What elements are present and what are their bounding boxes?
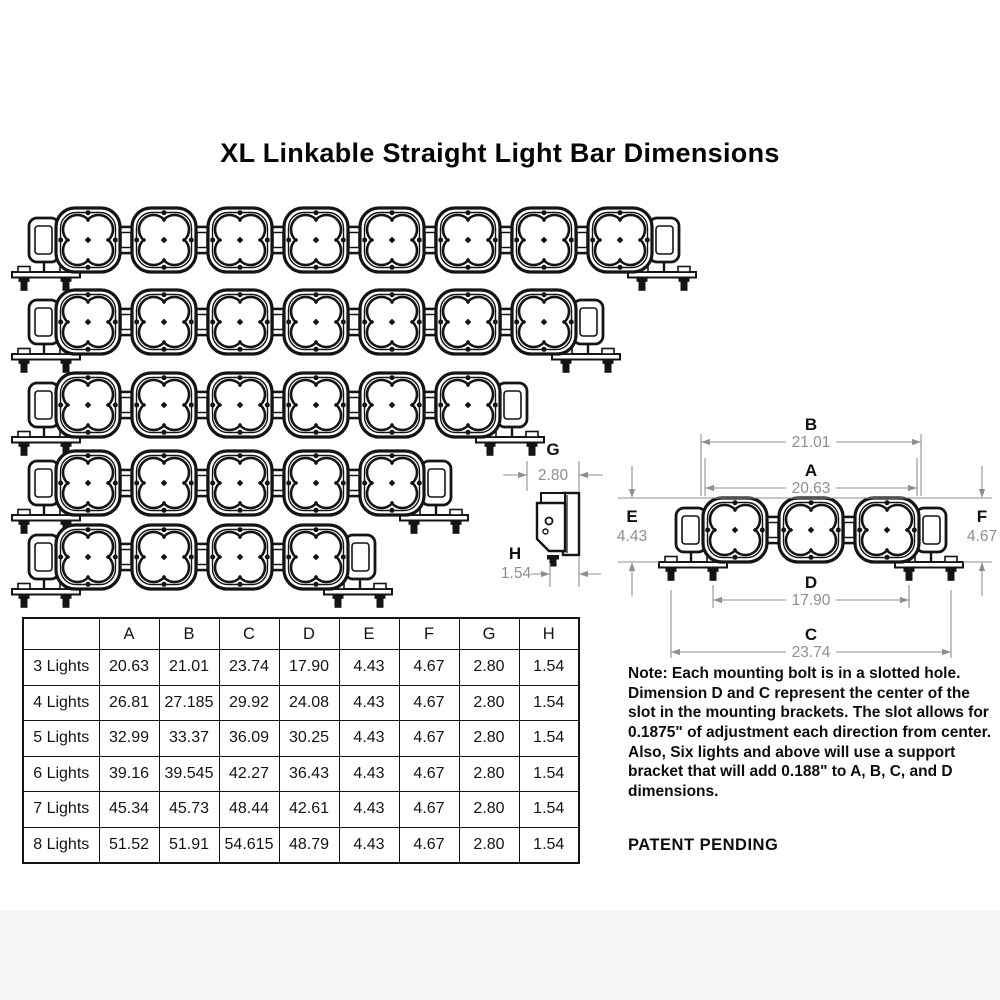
dim-E-value: 4.43 — [616, 528, 648, 545]
dimension-value-cell: 2.80 — [459, 756, 519, 792]
dimension-value-cell: 39.545 — [159, 756, 219, 792]
table-header-C: C — [219, 618, 279, 650]
dimension-value-cell: 48.44 — [219, 792, 279, 828]
dimension-value-cell: 1.54 — [519, 721, 579, 757]
dimension-value-cell: 27.185 — [159, 685, 219, 721]
dimensioned-front-view-drawing — [610, 400, 1000, 680]
dimension-value-cell: 51.52 — [99, 827, 159, 863]
dimension-value-cell: 21.01 — [159, 650, 219, 686]
table-row — [23, 650, 579, 686]
dimension-value-cell: 23.74 — [219, 650, 279, 686]
dim-C-value: 23.74 — [791, 644, 831, 661]
dim-E-letter: E — [626, 507, 638, 526]
dimension-value-cell: 29.92 — [219, 685, 279, 721]
dimension-value-cell: 36.43 — [279, 756, 339, 792]
dimension-value-cell: 4.67 — [399, 827, 459, 863]
dimension-value-cell: 2.80 — [459, 721, 519, 757]
dimension-value-cell: 24.08 — [279, 685, 339, 721]
dimension-value-cell: 32.99 — [99, 721, 159, 757]
table-row — [23, 792, 579, 828]
dimension-value-cell: 4.43 — [339, 792, 399, 828]
table-header-D: D — [279, 618, 339, 650]
dimension-value-cell: 51.91 — [159, 827, 219, 863]
dim-B-value: 21.01 — [791, 434, 831, 451]
dimension-value-cell: 1.54 — [519, 792, 579, 828]
dimension-value-cell: 45.34 — [99, 792, 159, 828]
dimension-value-cell: 1.54 — [519, 685, 579, 721]
dim-G-letter: G — [546, 440, 560, 459]
dimension-value-cell: 4.43 — [339, 827, 399, 863]
table-header-blank — [23, 618, 99, 650]
dimension-value-cell: 2.80 — [459, 792, 519, 828]
dim-G-value: 2.80 — [537, 467, 569, 484]
dim-H-letter: H — [508, 544, 522, 563]
footer-strip — [0, 910, 1000, 1000]
dimension-value-cell: 4.67 — [399, 650, 459, 686]
side-view-drawing — [497, 437, 623, 602]
dim-F-value: 4.67 — [966, 528, 998, 545]
dim-F-letter: F — [976, 507, 988, 526]
dim-A-value: 20.63 — [791, 480, 831, 497]
dimension-value-cell: 48.79 — [279, 827, 339, 863]
row-label: 5 Lights — [23, 721, 99, 757]
dimension-value-cell: 1.54 — [519, 756, 579, 792]
row-label: 4 Lights — [23, 685, 99, 721]
table-header-H: H — [519, 618, 579, 650]
dim-B-letter: B — [804, 415, 818, 434]
table-header-F: F — [399, 618, 459, 650]
dim-D-letter: D — [804, 573, 818, 592]
dimension-value-cell: 20.63 — [99, 650, 159, 686]
note-text: Note: Each mounting bolt is in a slotted hole. Dimension D and C represent the center of the slot in the mounting brackets. The slot allows for 0.1875" of adjustment each direction from center. Also, Six lights and above will use a support bracket that will add 0.188" to A, B, C, and D dimensions. — [628, 665, 992, 801]
patent-pending-text: PATENT PENDING — [628, 836, 779, 854]
dimension-value-cell: 36.09 — [219, 721, 279, 757]
dimension-value-cell: 1.54 — [519, 650, 579, 686]
table-row — [23, 685, 579, 721]
table-row — [23, 756, 579, 792]
dimension-value-cell: 54.615 — [219, 827, 279, 863]
dim-C-letter: C — [804, 625, 818, 644]
table-header-B: B — [159, 618, 219, 650]
dim-A-letter: A — [804, 461, 818, 480]
dimension-value-cell: 4.43 — [339, 756, 399, 792]
dimension-value-cell: 2.80 — [459, 685, 519, 721]
dimension-value-cell: 1.54 — [519, 827, 579, 863]
dimension-value-cell: 17.90 — [279, 650, 339, 686]
dimensions-table — [22, 617, 580, 864]
row-label: 6 Lights — [23, 756, 99, 792]
table-header-E: E — [339, 618, 399, 650]
dimension-value-cell: 26.81 — [99, 685, 159, 721]
table-header-G: G — [459, 618, 519, 650]
dimension-value-cell: 4.67 — [399, 792, 459, 828]
table-row — [23, 827, 579, 863]
dimension-value-cell: 33.37 — [159, 721, 219, 757]
dimension-value-cell: 2.80 — [459, 827, 519, 863]
dimension-value-cell: 45.73 — [159, 792, 219, 828]
page-title: XL Linkable Straight Light Bar Dimensions — [220, 138, 780, 168]
row-label: 8 Lights — [23, 827, 99, 863]
dimension-value-cell: 4.67 — [399, 685, 459, 721]
table-row — [23, 721, 579, 757]
dimension-value-cell: 4.67 — [399, 721, 459, 757]
dim-D-value: 17.90 — [791, 592, 831, 609]
bar-4-lights-drawing — [0, 517, 404, 622]
dimension-value-cell: 4.67 — [399, 756, 459, 792]
dimension-value-cell: 42.61 — [279, 792, 339, 828]
table-header-A: A — [99, 618, 159, 650]
dimension-value-cell: 42.27 — [219, 756, 279, 792]
dimension-value-cell: 30.25 — [279, 721, 339, 757]
dimension-value-cell: 2.80 — [459, 650, 519, 686]
dimension-value-cell: 39.16 — [99, 756, 159, 792]
row-label: 7 Lights — [23, 792, 99, 828]
dim-H-value: 1.54 — [500, 565, 532, 582]
dimension-value-cell: 4.43 — [339, 685, 399, 721]
row-label: 3 Lights — [23, 650, 99, 686]
dimension-value-cell: 4.43 — [339, 721, 399, 757]
dimension-value-cell: 4.43 — [339, 650, 399, 686]
